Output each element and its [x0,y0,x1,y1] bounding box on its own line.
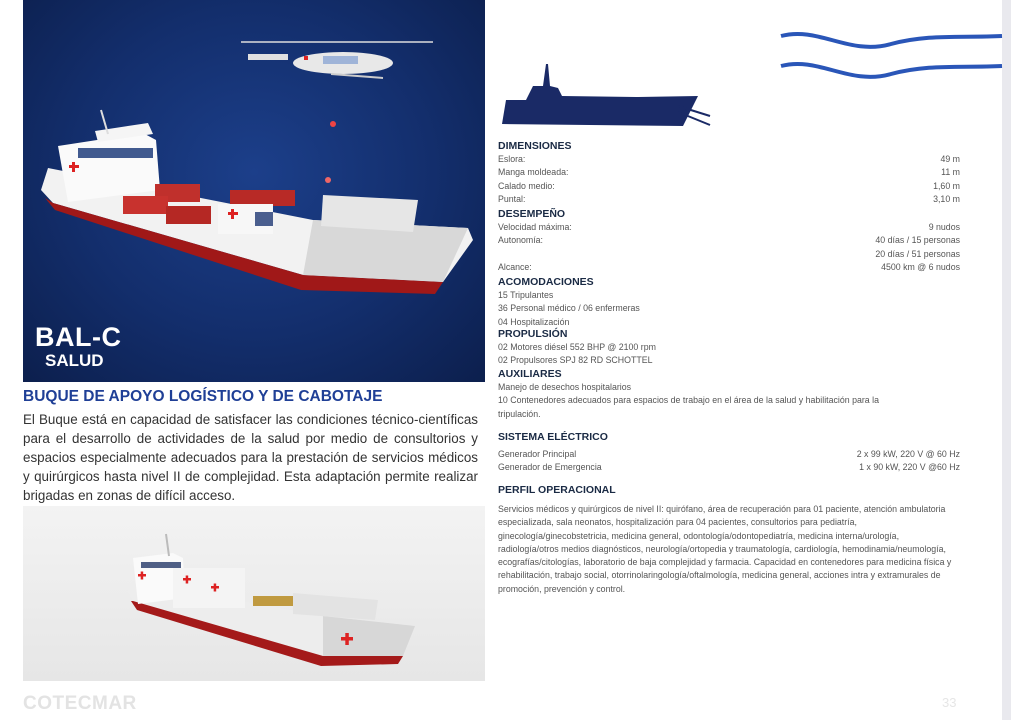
section-title: BUQUE DE APOYO LOGÍSTICO Y DE CABOTAJE [23,388,383,405]
spec-line: 15 Tripulantes [498,290,554,300]
spec-value: 2 x 99 kW, 220 V @ 60 Hz [856,449,960,459]
spec-auxiliares [498,368,960,421]
spec-label: Generador de Emergencia [498,462,602,473]
ship-model-subtitle: SALUD [45,351,104,370]
spec-value: 20 días / 51 personas [875,248,960,259]
spec-line: Manejo de desechos hospitalarios [498,382,632,392]
spec-value: 1 x 90 kW, 220 V @60 Hz [859,462,960,473]
ship-render-image [23,506,485,681]
spec-propulsion [498,328,960,368]
waves-icon [779,30,1004,92]
spec-heading: AUXILIARES [498,368,562,380]
spec-line: 36 Personal médico / 06 enfermeras [498,303,640,314]
footer-brand: COTECMAR [23,693,137,714]
spec-desempeno [498,208,960,274]
spec-dimensiones [498,140,960,206]
spec-acomodaciones [498,276,960,329]
spec-heading: ACOMODACIONES [498,276,594,288]
ship-description: El Buque está en capacidad de satisfacer las condiciones técnico-científicas para el desarrollo de actividades de la salud por medio de consultorios y espacios especialmente adecuados para la prestación de servicios médicos y quirúrgicos hasta nivel II de complejidad. Esta adaptación permite realizar brigadas en zonas de difícil acceso. [23,412,478,503]
ship-model-title: BAL-C [35,322,122,352]
spec-line: 02 Motores diésel 552 BHP @ 2100 rpm [498,342,656,352]
page-edge [1002,0,1011,720]
rescue-swimmers [325,121,336,183]
ship-silhouette-icon [498,60,713,132]
spec-row [498,448,960,461]
spec-sistema-electrico [498,431,960,475]
spec-row [498,166,960,179]
spec-row [498,193,960,206]
spec-value: 40 días / 15 personas [875,235,960,246]
spec-heading: SISTEMA ELÉCTRICO [498,431,608,443]
spec-line: 04 Hospitalización [498,316,570,327]
spec-value: 1,60 m [933,180,960,191]
landing-ship-hull [41,110,473,294]
spec-row [498,248,960,261]
spec-row [498,180,960,193]
spec-heading: PROPULSIÓN [498,328,568,340]
ship-render-illustration [23,506,485,681]
spec-row [498,221,960,234]
spec-label: Autonomía: [498,235,543,246]
spec-row [498,461,960,474]
spec-label: Eslora: [498,154,526,164]
spec-perfil-operacional [498,484,960,596]
spec-row [498,234,960,247]
spec-row [498,261,960,274]
spec-value: 11 m [941,167,960,178]
spec-heading: PERFIL OPERACIONAL [498,484,616,496]
spec-line: 10 Contenedores adecuados para espacios de trabajo en el área de la salud y habilitación para la tripulación. [498,395,879,419]
spec-value: 49 m [940,154,960,164]
spec-row [498,153,960,166]
helicopter-icon [241,42,433,78]
spec-label: Generador Principal [498,449,577,459]
spec-heading: DESEMPEÑO [498,208,566,220]
hero-ship-image [23,0,485,382]
spec-line: 02 Propulsores SPJ 82 RD SCHOTTEL [498,355,653,366]
spec-value: 3,10 m [933,193,960,204]
spec-value: 4500 km @ 6 nudos [881,261,960,272]
page-number: 33 [942,695,957,710]
spec-heading: DIMENSIONES [498,140,572,152]
spec-label: Calado medio: [498,180,555,191]
perfil-text: Servicios médicos y quirúrgicos de nivel II: quirófano, área de recuperación para 01 paciente, atención ambulatoria especializada, sala neonatos, hospitalización para 04 pacientes, consultorios para pediatría, ginecología/ginecobstetricia, medicina general, odontología/odontopediatría, medicina interna/urología, radiología/otros medios diagnósticos, neurología/ortopedia y traumatología, cardiología, hemodinamia/neumología, ecografías/citologías, laboratorio de baja complejidad y farmacia. Capacidad en contenedores para medicina física y rehabilitación, trabajo social, otorrinolaringología/oftalmología, medicina general, acciones intra y extramurales de promoción, prevención y control. [498,504,952,594]
spec-value: 9 nudos [928,222,960,232]
spec-label: Manga moldeada: [498,167,569,178]
spec-label: Alcance: [498,261,532,272]
spec-label: Velocidad máxima: [498,222,572,232]
spec-label: Puntal: [498,193,526,204]
